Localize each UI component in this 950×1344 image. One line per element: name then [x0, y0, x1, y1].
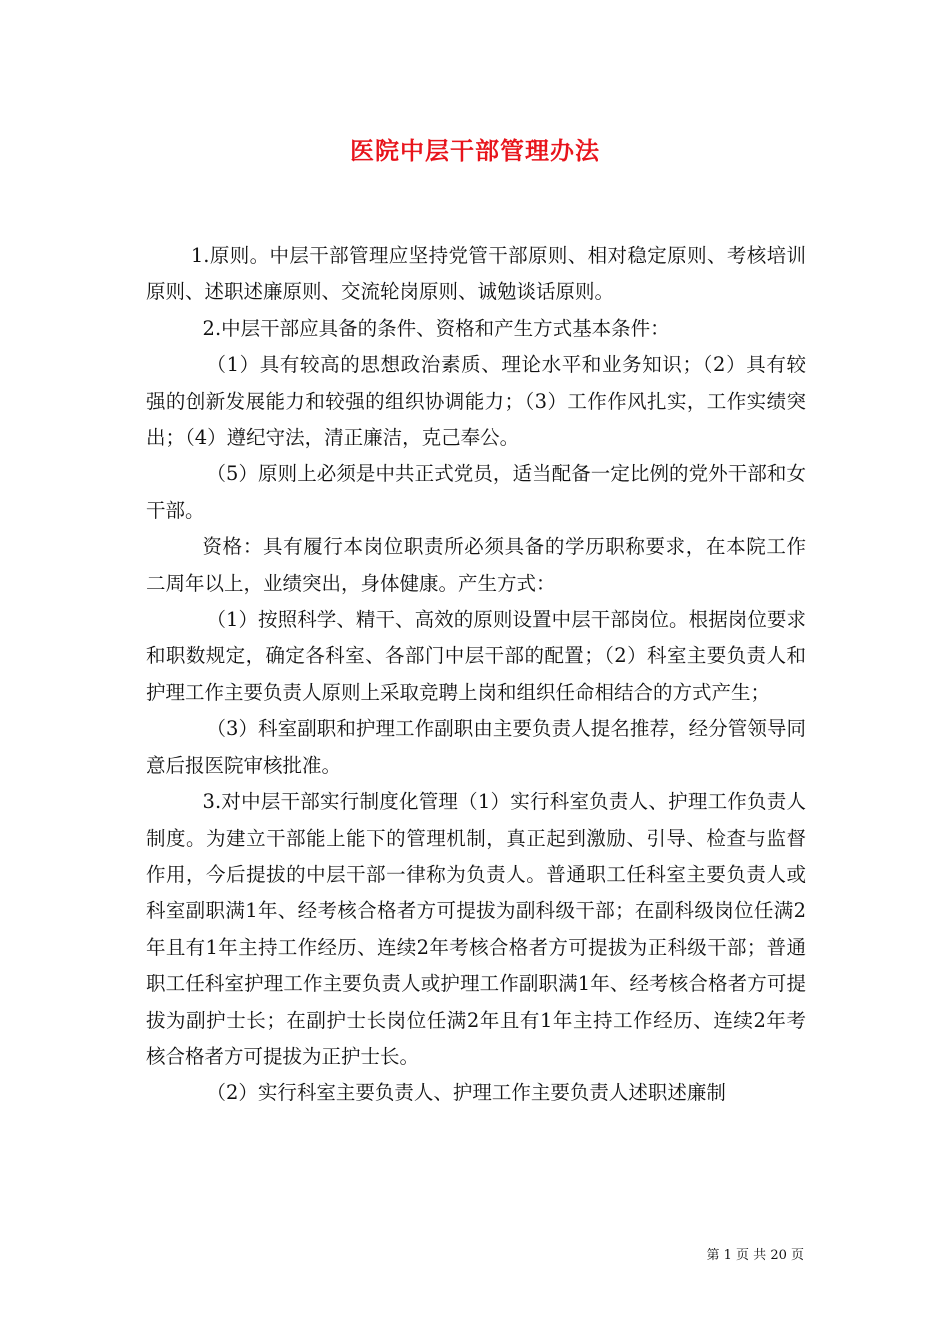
- page-number: 第 1 页 共 20 页: [706, 1248, 804, 1263]
- paragraph-party-member: （5）原则上必须是中共正式党员，适当配备一定比例的党外干部和女干部。: [146, 462, 806, 522]
- paragraph-position-setup: （1）按照科学、精干、高效的原则设置中层干部岗位。根据岗位要求和职数规定，确定各科室、各部门中层干部的配置；（2）科室主要负责人和护理工作主要负责人原则上采取竞聘上岗和组织任命相结合的方式产生；: [146, 608, 806, 704]
- paragraph-principles: 1.原则。中层干部管理应坚持党管干部原则、相对稳定原则、考核培训原则、述职述廉原则、交流轮岗原则、诚勉谈话原则。: [146, 244, 806, 304]
- document-body: [146, 238, 806, 1112]
- document-title: 医院中层干部管理办法: [350, 136, 600, 165]
- paragraph-reporting-system: （2）实行科室主要负责人、护理工作主要负责人述职述廉制: [206, 1081, 726, 1105]
- paragraph-conditions-heading: 2.中层干部应具备的条件、资格和产生方式基本条件：: [202, 316, 670, 340]
- paragraph-qualifications: 资格：具有履行本岗位职责所必须具备的学历职称要求，在本院工作二周年以上，业绩突出，身体健康。产生方式：: [146, 535, 806, 595]
- paragraph-deputy-approval: （3）科室副职和护理工作副职由主要负责人提名推荐，经分管领导同意后报医院审核批准。: [146, 717, 806, 777]
- paragraph-institutional-management: 3.对中层干部实行制度化管理（1）实行科室负责人、护理工作负责人制度。为建立干部能上能下的管理机制，真正起到激励、引导、检查与监督作用，今后提拔的中层干部一律称为负责人。普通职工任科室主要负责人或科室副职满1年、经考核合格者方可提拔为副科级干部；在副科级岗位任满2年且有1年主持工作经历、连续2年考核合格者方可提拔为正科级干部；普通职工任科室护理工作主要负责人或护理工作副职满1年、经考核合格者方可提拔为副护士长；在副护士长岗位任满2年且有1年主持工作经历、连续2年考核合格者方可提拔为正护士长。: [146, 790, 806, 1068]
- paragraph-basic-conditions: （1）具有较高的思想政治素质、理论水平和业务知识；（2）具有较强的创新发展能力和较强的组织协调能力；（3）工作作风扎实，工作实绩突出；（4）遵纪守法，清正廉洁，克己奉公。: [146, 353, 806, 450]
